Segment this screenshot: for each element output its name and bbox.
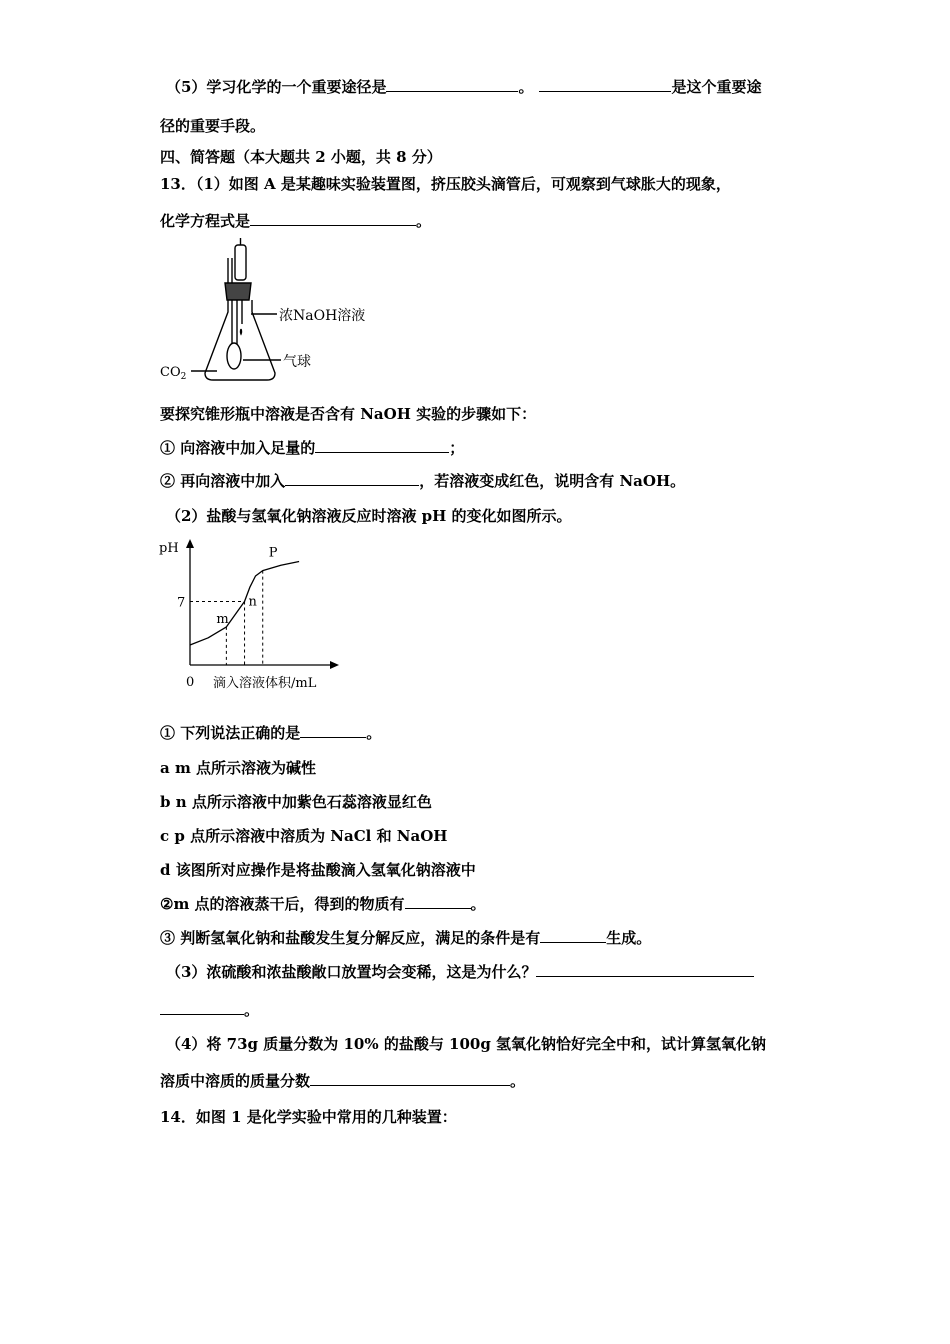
flask-apparatus-figure: [155, 238, 385, 388]
option-c: c p 点所示溶液中溶质为 NaCl 和 NaOH: [160, 827, 448, 845]
y-axis-label: pH: [159, 541, 179, 556]
q14-intro: 14．如图 1 是化学实验中常用的几种装置：: [160, 1108, 457, 1126]
q13-part3-line1: （3）浓硫酸和浓盐酸敞口放置均会变稀，这是为什么？: [166, 962, 754, 982]
x-axis-arrow: [330, 661, 339, 669]
question-c: ③ 判断氢氧化钠和盐酸发生复分解反应，满足的条件是有 生成。: [160, 929, 652, 947]
q12-part5-line1: （5）学习化学的一个重要途径是 。 是这个重要途: [166, 78, 762, 96]
explore-intro: 要探究锥形瓶中溶液是否含有 NaOH 实验的步骤如下：: [160, 405, 537, 423]
label-balloon: 气球: [283, 354, 311, 370]
option-d: d 该图所对应操作是将盐酸滴入氢氧化钠溶液中: [160, 861, 476, 879]
q12-part5-line2: 径的重要手段。: [160, 117, 266, 135]
q13-part1-line1: 13．（1）如图 A 是某趣味实验装置图，挤压胶头滴管后，可观察到气球胀大的现象，: [160, 175, 731, 193]
q13-part4-line2: 溶质中溶质的质量分数 。: [160, 1072, 526, 1090]
q13-part4-line1: （4）将 73g 质量分数为 10% 的盐酸与 100g 氢氧化钠恰好完全中和，试计算氢氧化钠: [166, 1035, 767, 1053]
q13-part3-line2: 。: [160, 1000, 259, 1020]
point-m-label: m: [216, 611, 229, 627]
point-n-label: n: [248, 594, 257, 610]
step2: ② 再向溶液中加入 ，若溶液变成红色，说明含有 NaOH。: [160, 472, 686, 490]
option-b: b n 点所示溶液中加紫色石蕊溶液显红色: [160, 793, 432, 811]
label-co2: $CO_2$: [160, 365, 187, 382]
answer-blank[interactable]: [315, 438, 449, 453]
answer-blank[interactable]: [539, 77, 671, 92]
x-axis-label: 滴入溶液体积/mL: [213, 676, 317, 691]
answer-blank[interactable]: [310, 1071, 510, 1086]
q13-part2-intro: （2）盐酸与氢氧化钠溶液反应时溶液 pH 的变化如图所示。: [166, 507, 572, 525]
answer-blank[interactable]: [285, 471, 419, 486]
answer-blank[interactable]: [536, 962, 754, 977]
flask-icon: [191, 238, 281, 380]
option-a: a m 点所示溶液为碱性: [160, 759, 317, 777]
ph-curve-chart: [155, 535, 355, 695]
question-a: ① 下列说法正确的是 。: [160, 724, 382, 742]
step1: ① 向溶液中加入足量的 ；: [160, 439, 465, 457]
answer-blank[interactable]: [386, 77, 518, 92]
answer-blank[interactable]: [300, 723, 366, 738]
answer-blank[interactable]: [405, 894, 471, 909]
point-p-label: P: [268, 545, 278, 561]
answer-blank[interactable]: [250, 211, 416, 226]
answer-blank[interactable]: [160, 1000, 244, 1015]
y-axis-arrow: [186, 539, 194, 548]
question-b: ②m 点的溶液蒸干后，得到的物质有 。: [160, 895, 486, 913]
origin-label: 0: [186, 675, 195, 690]
section-heading: 四、简答题（本大题共 2 小题，共 8 分）: [160, 148, 442, 166]
label-naoh: 浓NaOH溶液: [279, 308, 366, 324]
q13-part1-line2: 化学方程式是 。: [160, 212, 432, 230]
y-tick-7: 7: [177, 595, 186, 611]
answer-blank[interactable]: [540, 928, 606, 943]
